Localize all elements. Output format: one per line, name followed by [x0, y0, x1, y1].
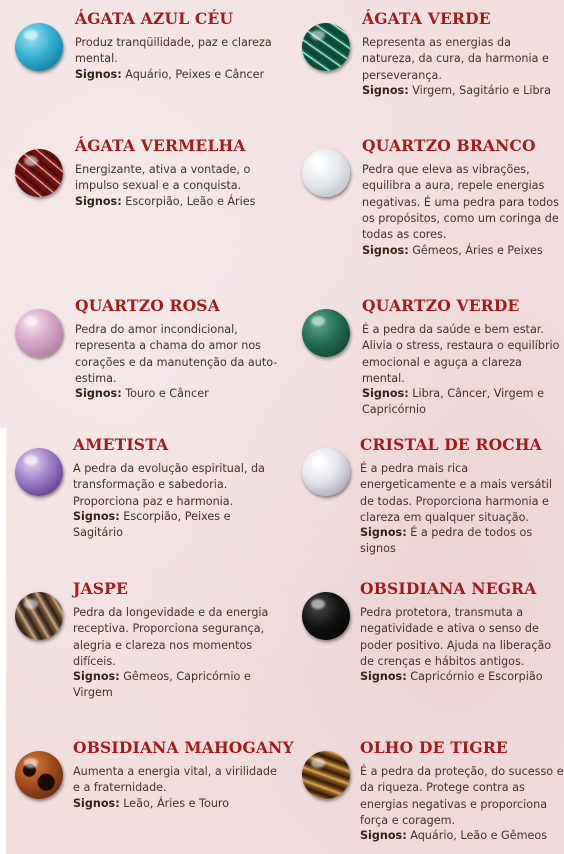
stone-name: OLHO DE TIGRE — [360, 738, 508, 757]
signs-label: Signos: — [73, 797, 120, 810]
tigers-eye-stone-icon — [302, 751, 350, 799]
signs-label: Signos: — [360, 829, 407, 842]
stone-name: JASPE — [73, 579, 129, 598]
signs-label: Signos: — [75, 68, 122, 81]
stone-card-agata-azul-ceu — [15, 10, 283, 90]
stone-name: AMETISTA — [73, 435, 169, 454]
stone-description: Pedra da longevidade e da energia receptiva. Proporciona segurança, alegria e clareza nos momentos difíceis. — [73, 606, 269, 668]
stone-signs — [73, 796, 278, 812]
stone-signs — [73, 669, 278, 702]
stone-card-agata-verde — [302, 10, 564, 105]
stone-card-obsidiana-mahogany — [15, 738, 294, 819]
stone-signs — [75, 67, 280, 83]
stone-card-quartzo-rosa — [15, 297, 283, 407]
signs-value: Libra, Câncer, Virgem e Capricórnio — [362, 387, 545, 417]
edge-strip — [0, 428, 6, 854]
stone-card-ametista — [15, 435, 283, 540]
stone-card-jaspe — [15, 580, 283, 705]
stone-name: QUARTZO VERDE — [362, 296, 520, 315]
signs-value: Leão, Áries e Touro — [123, 797, 230, 810]
stone-signs — [362, 83, 564, 99]
stone-signs — [73, 509, 278, 542]
stone-name: ÁGATA AZUL CÉU — [75, 9, 234, 28]
stone-name: QUARTZO BRANCO — [362, 136, 536, 155]
stone-description: Energizante, ativa a vontade, o impulso sexual e a conquista. — [75, 163, 251, 193]
signs-value: Escorpião, Peixes e Sagitário — [73, 510, 231, 540]
stone-card-olho-de-tigre — [302, 739, 564, 849]
signs-label: Signos: — [362, 387, 409, 400]
stone-card-cristal-de-rocha — [302, 435, 564, 556]
mahogany-obsidian-stone-icon — [15, 751, 63, 799]
stone-card-obsidiana-negra — [302, 580, 564, 690]
stone-description: Pedra que eleva as vibrações, equilibra a aura, repele energias negativas. É uma pedra para todos os propósitos, como um coringa de todas as cores. — [362, 163, 559, 242]
red-agate-stone-icon — [15, 149, 63, 197]
white-quartz-stone-icon — [302, 149, 350, 197]
stone-signs — [360, 525, 564, 558]
stone-signs — [360, 669, 564, 685]
signs-value: Aquário, Peixes e Câncer — [125, 68, 265, 81]
stone-description: Representa as energias da natureza, da cura, da harmonia e perseverança. — [362, 36, 549, 82]
signs-value: Gêmeos, Capricórnio e Virgem — [73, 670, 251, 700]
stone-card-agata-vermelha — [15, 137, 283, 217]
signs-label: Signos: — [360, 526, 407, 539]
signs-value: Escorpião, Leão e Áries — [125, 195, 256, 208]
stone-signs — [362, 243, 564, 259]
stone-description: É a pedra da proteção, do sucesso e da riqueza. Protege contra as energias negativas e proporciona força e coragem. — [360, 765, 564, 827]
stone-description: É a pedra da saúde e bem estar. Alivia o stress, restaura o equilíbrio emocional e aguça a clareza mental. — [362, 323, 560, 385]
signs-value: Touro e Câncer — [125, 387, 209, 400]
stone-name: ÁGATA VERDE — [362, 9, 491, 28]
black-obsidian-stone-icon — [302, 592, 350, 640]
rose-quartz-stone-icon — [15, 309, 63, 357]
stone-card-quartzo-branco — [302, 137, 564, 262]
signs-value: Gêmeos, Áries e Peixes — [412, 244, 543, 257]
signs-label: Signos: — [73, 670, 120, 683]
green-agate-stone-icon — [302, 23, 350, 71]
signs-label: Signos: — [75, 387, 122, 400]
amethyst-stone-icon — [15, 448, 63, 496]
stone-signs — [75, 194, 280, 210]
signs-value: É a pedra de todos os signos — [360, 526, 533, 556]
signs-label: Signos: — [75, 195, 122, 208]
stone-description: Pedra do amor incondicional, representa a chama do amor nos corações e da manutenção da auto-estima. — [75, 323, 278, 385]
blue-agate-stone-icon — [15, 23, 63, 71]
stone-name: ÁGATA VERMELHA — [75, 136, 246, 155]
stone-description: Pedra protetora, transmuta a negatividade e ativa o senso de poder positivo. Ajuda na liberação de crenças e hábitos antigos. — [360, 606, 552, 668]
signs-label: Signos: — [362, 244, 409, 257]
stone-signs — [75, 386, 280, 402]
stone-card-quartzo-verde — [302, 297, 564, 422]
green-quartz-stone-icon — [302, 309, 350, 357]
signs-label: Signos: — [73, 510, 120, 523]
stone-description: É a pedra mais rica energeticamente e a mais versátil de todas. Proporciona harmonia e clareza em qualquer situação. — [360, 462, 552, 524]
stone-description: A pedra da evolução espiritual, da transformação e sabedoria. Proporciona paz e harmonia. — [73, 462, 265, 508]
signs-value: Capricórnio e Escorpião — [410, 670, 543, 683]
stone-name: OBSIDIANA NEGRA — [360, 579, 537, 598]
stone-description: Produz tranqüilidade, paz e clareza mental. — [75, 36, 272, 66]
stone-name: QUARTZO ROSA — [75, 296, 220, 315]
rock-crystal-stone-icon — [302, 448, 350, 496]
signs-value: Virgem, Sagitário e Libra — [412, 84, 552, 97]
stone-name: OBSIDIANA MAHOGANY — [73, 738, 294, 757]
signs-value: Aquário, Leão e Gêmeos — [410, 829, 548, 842]
stone-signs — [360, 828, 564, 844]
stone-signs — [362, 386, 564, 419]
stone-name: CRISTAL DE ROCHA — [360, 435, 542, 454]
stone-description: Aumenta a energia vital, a virilidade e a fraternidade. — [73, 765, 277, 795]
signs-label: Signos: — [362, 84, 409, 97]
signs-label: Signos: — [360, 670, 407, 683]
jasper-stone-icon — [15, 592, 63, 640]
